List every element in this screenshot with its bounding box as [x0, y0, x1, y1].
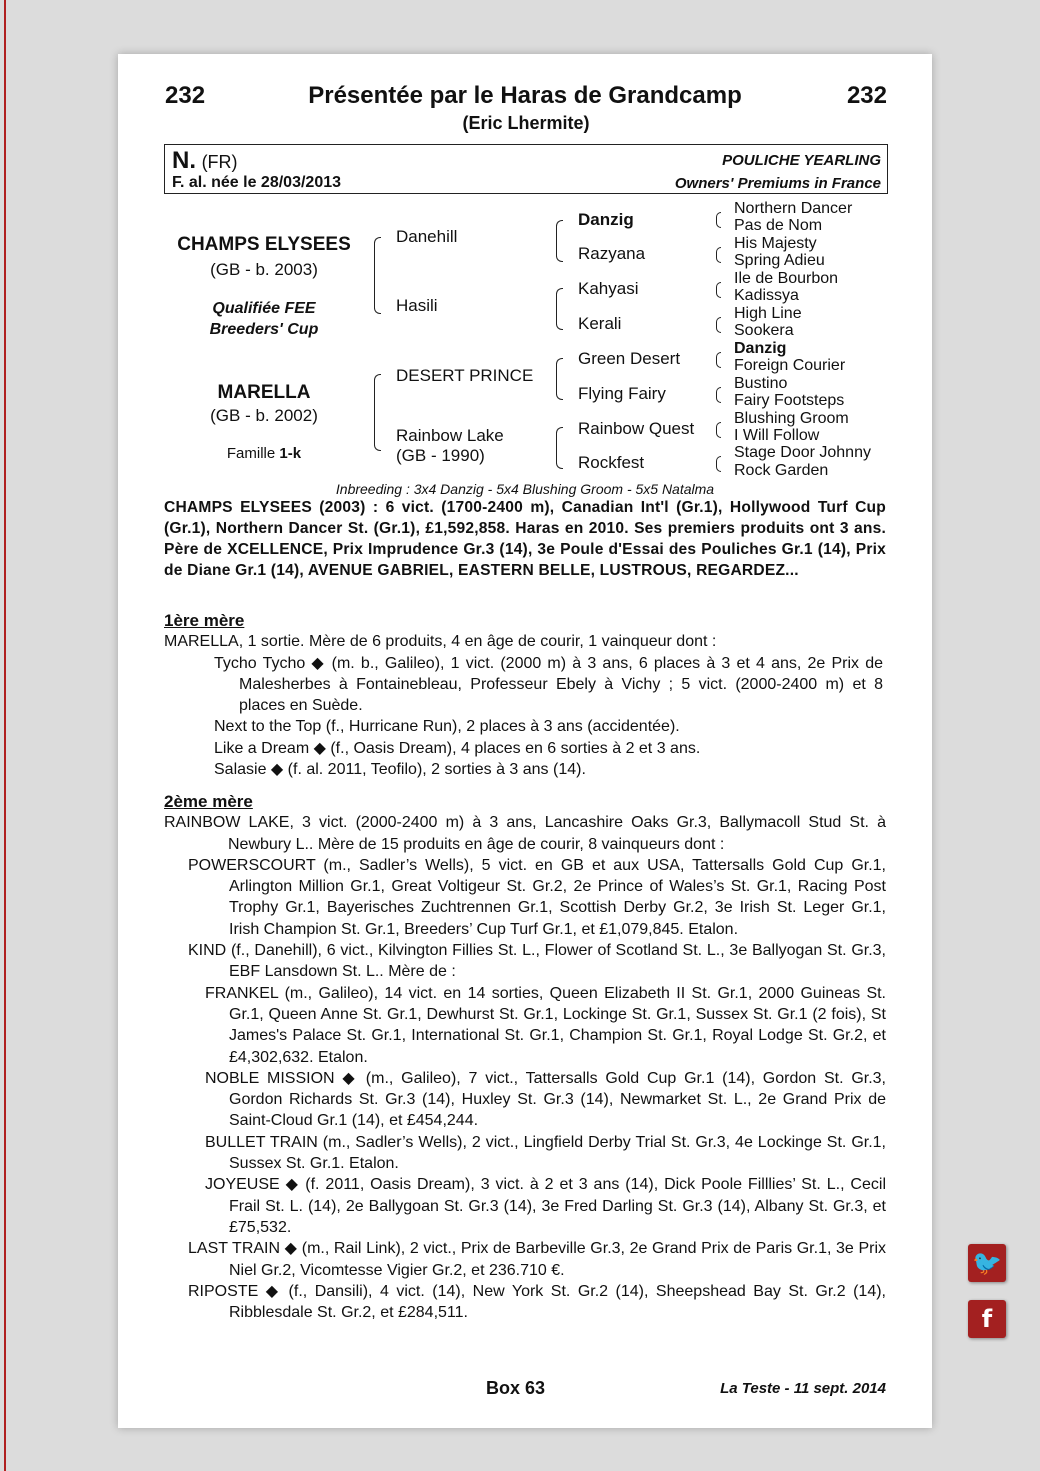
second-dam-entry-4: NOBLE MISSION ◆ (m., Galileo), 7 vict., Tattersalls Gold Cup Gr.1 (14), Gordon St. Gr.3, Gordon Richards St. Gr.3 (14), Huxley St. Gr.3 (14), Newmarket St. L., 2e Grand Prix de Saint-Cloud Gr.1 (14), et £454,244.: [205, 1069, 886, 1130]
brace-g3-6: [716, 387, 721, 403]
family-value: 1-k: [279, 445, 302, 462]
first-dam-progeny-1: Tycho Tycho ◆ (m. b., Galileo), 1 vict. (2000 m) à 3 ans, 6 places à 3 et 4 ans, 2e Prix de Malesherbes à Fontainebleau, Professeur Ebely à Vichy ; 5 vict. (2000-2400 m) et 8 places en Suède.: [214, 654, 883, 715]
brace-g2-3: [556, 358, 563, 400]
gen1-dam-dam-info: (GB - 1990): [396, 446, 485, 465]
sire-name: CHAMPS ELYSEES: [177, 234, 351, 255]
brace-g3-1: [716, 212, 721, 228]
gen3-7: High Line: [734, 305, 802, 322]
second-dam-entry-7: LAST TRAIN ◆ (m., Rail Link), 2 vict., Prix de Barbeville Gr.3, 2e Grand Prix de Paris Gr.1, 3e Prix Niel Gr.2, Vicomtesse Vigier Gr.2, et 236.710 €.: [188, 1240, 886, 1279]
brace-g2-1: [556, 220, 563, 262]
box-number: Box 63: [486, 1378, 546, 1398]
brace-g2-4: [556, 427, 563, 469]
second-dam-entry-2: KIND (f., Danehill), 6 vict., Kilvington Fillies St. L., Flower of Scotland St. L., 3e Ballyogan St. Gr.3, EBF Lansdown St. L.. Mère de :: [188, 942, 886, 981]
gen3-8: Sookera: [734, 322, 794, 339]
gen3-5: Ile de Bourbon: [734, 270, 839, 287]
gen3-11: Bustino: [734, 375, 788, 392]
gen2-3: Kahyasi: [578, 279, 639, 298]
second-dam-entry-6: JOYEUSE ◆ (f. 2011, Oasis Dream), 3 vict. à 2 et 3 ans (14), Dick Poole Filllies’ St. L., Cecil Frail St. L. (14), 2e Ballygoan St. Gr.3 (14), 3e Fred Darling St. Gr.3 (14), Albany St. Gr.3, et £75,532.: [205, 1176, 886, 1236]
gen3-9: Danzig: [734, 340, 787, 357]
family: [164, 445, 364, 462]
second-dam-entry-3: FRANKEL (m., Galileo), 14 vict. en 14 sorties, Queen Elizabeth II St. Gr.1, 2000 Guineas St. Gr.1, Queen Anne St. Gr.1, Dewhurst St. Gr.1, Lockinge St. Gr.1, Sussex St. Gr.1 (2 fois), St James's Palace St. Gr.1, International St. Gr.1, Champion St. Gr.1, Royal Lodge St. Gr.2, et £4,302,632. Etalon.: [205, 984, 886, 1066]
brace-sire: [374, 237, 381, 314]
facebook-share-button[interactable]: [968, 1300, 1006, 1338]
horse-birth: F. al. née le 28/03/2013: [172, 174, 342, 191]
gen3-13: Blushing Groom: [734, 410, 849, 427]
gen2-7: Rainbow Quest: [578, 419, 695, 438]
gen1-dam-dam: Rainbow Lake: [396, 426, 504, 445]
gen3-10: Foreign Courier: [734, 357, 846, 374]
sire-paragraph: CHAMPS ELYSEES (2003) : 6 vict. (1700-2400 m), Canadian Int'l (Gr.1), Hollywood Turf Cup (Gr.1), Northern Dancer St. (Gr.1), £1,592,858. Haras en 2010. Ses premiers produits ont 3 ans. Père de XCELLENCE, Prix Imprudence Gr.3 (14), 3e Poule d'Essai des Pouliches Gr.1 (14), Prix de Diane Gr.1 (14), AVENUE GABRIEL, EASTERN BELLE, LUSTROUS, REGARDEZ...: [164, 499, 886, 579]
gen1-dam-sire: DESERT PRINCE: [396, 366, 534, 385]
gen3-16: Rock Garden: [734, 462, 829, 479]
gen3-2: Pas de Nom: [734, 217, 823, 234]
horse-country: (FR): [201, 152, 238, 172]
gen3-15: Stage Door Johnny: [734, 444, 871, 461]
gen3-14: I Will Follow: [734, 427, 820, 444]
first-dam-intro: MARELLA, 1 sortie. Mère de 6 produits, 4 en âge de courir, 1 vainqueur dont :: [164, 633, 717, 651]
family-label: Famille: [226, 445, 276, 462]
left-margin-line: [4, 0, 6, 1471]
dam-info: (GB - b. 2002): [210, 406, 318, 425]
gen2-1: Danzig: [578, 210, 634, 229]
first-dam-progeny-3: Like a Dream ◆ (f., Oasis Dream), 4 places en 6 sorties à 2 et 3 ans.: [214, 739, 701, 757]
first-dam-progeny-4: Salasie ◆ (f. al. 2011, Teofilo), 2 sorties à 3 ans (14).: [214, 761, 586, 779]
gen1-sire-dam: Hasili: [396, 296, 438, 315]
horse-name: N.: [172, 147, 196, 174]
gen3-12: Fairy Footsteps: [734, 392, 845, 409]
first-dam-heading: 1ère mère: [164, 611, 245, 630]
brace-g3-5: [716, 352, 721, 368]
gen2-6: Flying Fairy: [578, 384, 666, 403]
page-footer: [164, 1378, 886, 1402]
gen3-3: His Majesty: [734, 235, 817, 252]
sire-note-fee: Qualifiée FEE: [212, 300, 316, 317]
pedigree-table: [164, 200, 886, 485]
second-dam-entry-1: POWERSCOURT (m., Sadler’s Wells), 5 vict. en GB et aux USA, Tattersalls Gold Cup Gr.1, Arlington Million Gr.1, Great Voltigeur St. Gr.2, 2e Prince of Wales’s St. Gr.1, Racing Post Trophy Gr.1, Bayerisches Zuchtrennen Gr.1, Scottish Derby Gr.2, 3e Irish St. Leger Gr.1, Irish Champion St. Gr.1, Breeders’ Cup Turf Gr.1, et £1,079,845. Etalon.: [188, 856, 886, 938]
gen3-4: Spring Adieu: [734, 252, 825, 269]
second-dam-entry-8: RIPOSTE ◆ (f., Dansili), 4 vict. (14), New York St. Gr.2 (14), Sheepshead Bay St. Gr.2 (14), Ribblesdale St. Gr.2, et £284,511.: [188, 1282, 886, 1322]
facebook-icon: f: [981, 1305, 993, 1333]
second-dam-entry-5: BULLET TRAIN (m., Sadler’s Wells), 2 vict., Lingfield Derby Trial St. Gr.3, 4e Lockinge St. Gr.1, Sussex St. Gr.1. Etalon.: [205, 1133, 886, 1173]
first-dam-progeny-2: Next to the Top (f., Hurricane Run), 2 places à 3 ans (accidentée).: [214, 718, 680, 736]
second-dam-intro: RAINBOW LAKE, 3 vict. (2000-2400 m) à 3 ans, Lancashire Oaks Gr.3, Ballymacoll Stud St. à Newbury L.. Mère de 15 produits en âge de courir, 8 vainqueurs dont :: [164, 814, 886, 853]
second-dam-heading: 2ème mère: [164, 792, 253, 811]
first-dam-section: [164, 610, 886, 780]
brace-g3-2: [716, 247, 721, 263]
dam-name: MARELLA: [217, 382, 311, 403]
gen3-1: Northern Dancer: [734, 200, 853, 217]
twitter-icon: 🐦: [972, 1249, 1002, 1277]
consignor-subtitle: (Eric Lhermite): [462, 113, 590, 133]
horse-name-line: [172, 147, 238, 175]
owners-premiums: Owners' Premiums in France: [674, 175, 881, 192]
gen3-6: Kadissya: [734, 287, 799, 304]
gen2-4: Kerali: [578, 314, 622, 333]
brace-g3-7: [716, 422, 721, 438]
gen2-8: Rockfest: [578, 453, 645, 472]
gen2-2: Razyana: [578, 244, 646, 263]
brace-g2-2: [556, 288, 563, 330]
gen1-sire-sire: Danehill: [396, 227, 458, 246]
horse-id-box: [164, 144, 888, 194]
sale-date: La Teste - 11 sept. 2014: [720, 1380, 886, 1397]
sire-note-breeders-cup: Breeders' Cup: [209, 321, 319, 338]
brace-dam: [374, 374, 381, 451]
horse-type: POULICHE YEARLING: [722, 152, 881, 169]
page-title: Présentée par le Haras de Grandcamp: [308, 82, 742, 109]
second-dam-section: [164, 791, 886, 1323]
gen2-5: Green Desert: [578, 349, 681, 368]
twitter-share-button[interactable]: [968, 1244, 1006, 1282]
inbreeding-note: Inbreeding : 3x4 Danzig - 5x4 Blushing Groom - 5x5 Natalma: [335, 481, 715, 497]
sire-info: (GB - b. 2003): [210, 260, 318, 279]
lot-number-right: 232: [846, 82, 887, 109]
lot-number-left: 232: [165, 82, 206, 109]
brace-g3-8: [716, 456, 721, 472]
brace-g3-4: [716, 317, 721, 333]
brace-g3-3: [716, 282, 721, 298]
